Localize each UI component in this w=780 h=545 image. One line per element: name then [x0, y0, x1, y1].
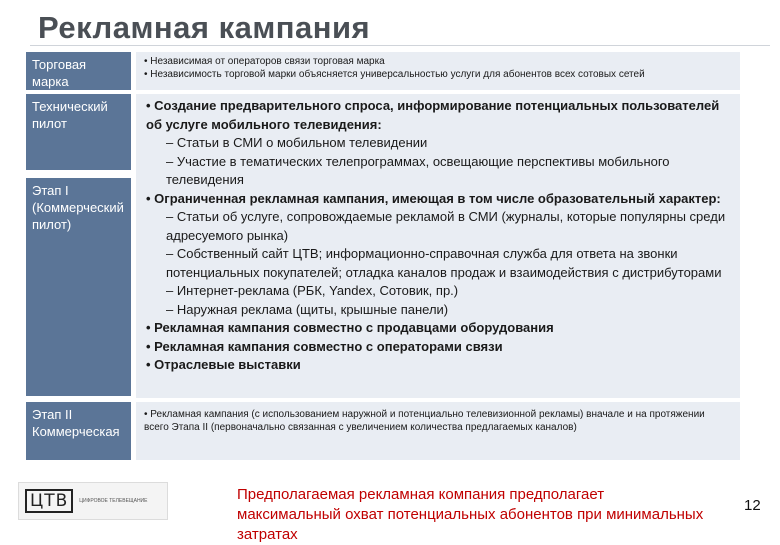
brand-point: • Независимость торговой марки объясняется универсальностью услуги для абонентов всех сотовых сетей: [144, 69, 645, 80]
sub-point: – Наружная реклама (щиты, крышные панели): [166, 301, 449, 317]
brand-point: • Независимая от операторов связи торговая марка: [144, 56, 385, 67]
campaign-panel: [136, 94, 740, 398]
stage-label: Технический пилот: [32, 99, 108, 131]
brand-panel: [136, 52, 740, 90]
sub-point: – Интернет-реклама (РБК, Yandex, Сотовик, пр.): [166, 283, 459, 298]
title-divider: [30, 45, 770, 46]
stage-tech-pilot: [26, 94, 131, 170]
page-number: 12: [744, 497, 761, 514]
sub-point: – Участие в тематических телепрограммах, освещающие перспективы мобильного телевидения: [166, 153, 670, 187]
slide-title: Рекламная кампания: [38, 10, 371, 45]
stage-label: Этап II Коммерческая: [32, 407, 120, 439]
summary-note: Предполагаемая рекламная компания предполагает максимальный охват потенциальных абонентов при минимальных затратах: [237, 486, 704, 543]
logo-text: ЦИФРОВОЕ ТЕЛЕВЕЩАНИЕ: [79, 498, 148, 504]
logo-mark: ЦТВ: [25, 489, 73, 513]
main-point: • Рекламная кампания совместно с продавцами оборудования: [146, 320, 554, 335]
main-point: • Отраслевые выставки: [146, 357, 301, 372]
main-point: • Создание предварительного спроса, информирование потенциальных пользователей об услуге мобильного телевидения:: [146, 98, 720, 132]
sub-point: – Статьи в СМИ о мобильном телевидении: [166, 135, 428, 150]
stage-1: [26, 178, 131, 396]
stage-label: Торговая марка: [32, 57, 87, 89]
stage2-point: • Рекламная кампания (с использованием наружной и потенциально телевизионной рекламы) вначале и на протяжении всего Этапа II (первоначально связанная с увеличением количества предлагаемых каналов): [144, 409, 705, 433]
sub-point: – Собственный сайт ЦТВ; информационно-справочная служба для ответа на звонки потенциальных покупателей; отладка каналов продаж и взаимодействия с дистрибуторами: [166, 246, 722, 280]
main-point: • Ограниченная рекламная кампания, имеющая в том числе образовательный характер:: [146, 190, 721, 206]
stage2-panel: [136, 402, 740, 460]
sub-point: – Статьи об услуге, сопровождаемые рекламой в СМИ (журналы, которые популярны среди адресуемого рынка): [166, 209, 726, 243]
company-logo: [18, 482, 168, 520]
stage-brand: [26, 52, 131, 90]
main-point: • Рекламная кампания совместно с операторами связи: [146, 338, 503, 354]
stage-label: Этап I (Коммерческий пилот): [32, 183, 124, 232]
stage-2: [26, 402, 131, 460]
